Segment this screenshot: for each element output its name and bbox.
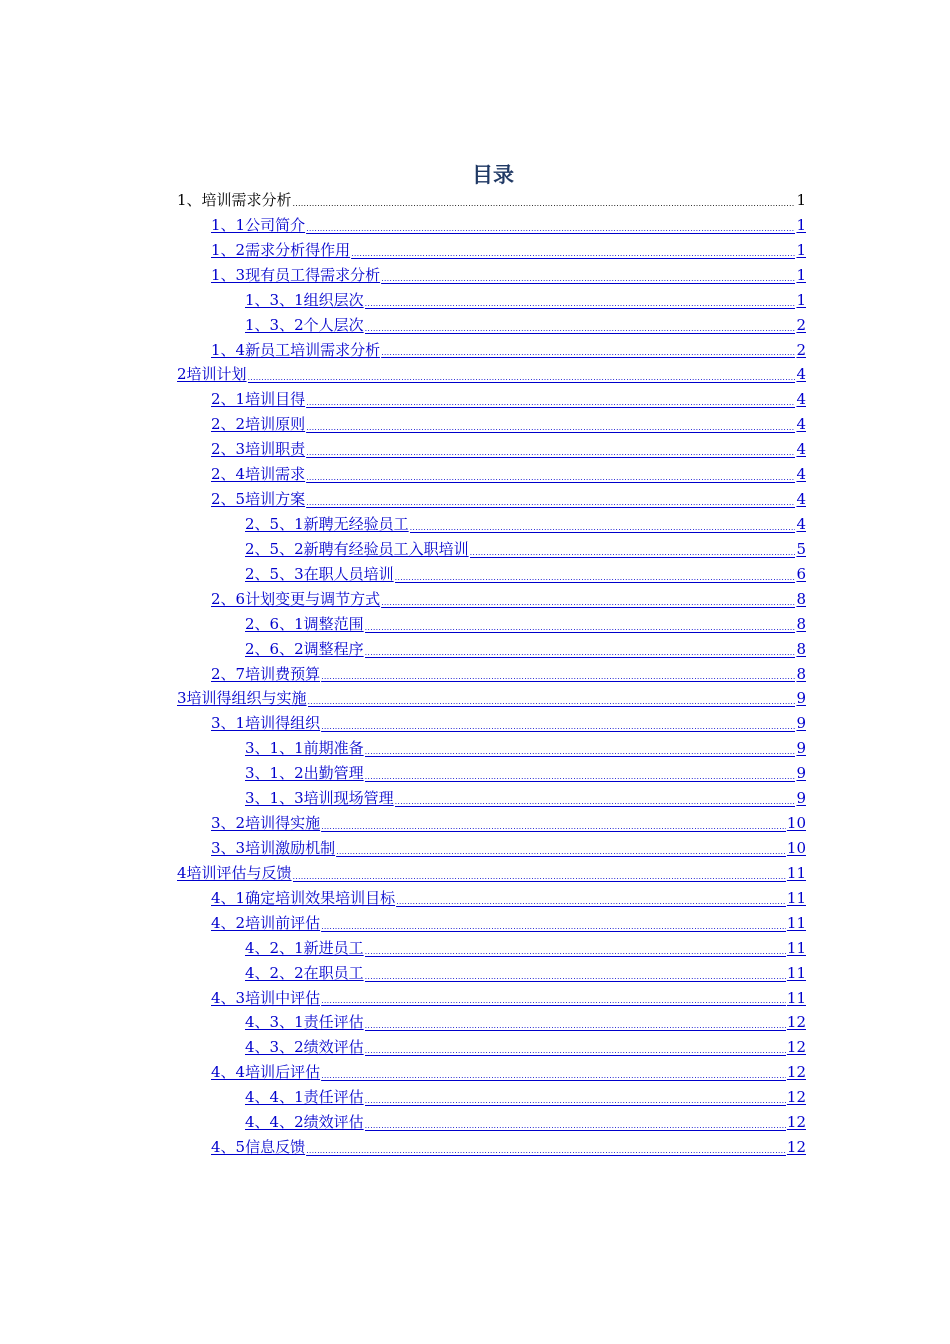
toc-dot-leader bbox=[306, 394, 795, 412]
toc-entry[interactable] bbox=[177, 861, 806, 886]
toc-entry-label: 2培训计划 bbox=[177, 365, 247, 384]
toc-dot-leader bbox=[365, 619, 796, 637]
toc-dot-leader bbox=[365, 1017, 786, 1035]
toc-entry-label: 1、2需求分析得作用 bbox=[211, 240, 351, 259]
toc-dot-leader bbox=[321, 718, 795, 736]
toc-entry-page-number: 8 bbox=[796, 614, 806, 633]
toc-dot-leader bbox=[321, 1067, 786, 1085]
toc-entry-page-number: 1 bbox=[796, 191, 806, 209]
toc-dot-leader bbox=[365, 768, 796, 786]
toc-entry-label: 4、2、2在职员工 bbox=[245, 963, 364, 982]
toc-entry-page-number: 4 bbox=[796, 440, 806, 459]
toc-entry[interactable] bbox=[177, 512, 806, 537]
toc-entry-page-number: 12 bbox=[786, 1013, 806, 1032]
toc-entry[interactable] bbox=[177, 437, 806, 462]
toc-entry[interactable] bbox=[177, 662, 806, 687]
toc-entry-label: 3、2培训得实施 bbox=[211, 814, 321, 833]
toc-entry-page-number: 12 bbox=[786, 1113, 806, 1132]
toc-dot-leader bbox=[396, 893, 786, 911]
toc-entry[interactable] bbox=[177, 936, 806, 961]
toc-entry[interactable] bbox=[177, 836, 806, 861]
toc-entry-label: 1、培训需求分析 bbox=[177, 191, 292, 209]
toc-dot-leader bbox=[381, 344, 795, 362]
toc-entry-label: 2、6计划变更与调节方式 bbox=[211, 589, 381, 608]
toc-entry-page-number: 12 bbox=[786, 1038, 806, 1057]
toc-entry[interactable] bbox=[177, 637, 806, 662]
toc-entry-label: 2、5、3在职人员培训 bbox=[245, 564, 394, 583]
toc-dot-leader bbox=[306, 469, 795, 487]
toc-entry-label: 2、7培训费预算 bbox=[211, 664, 321, 683]
toc-entry[interactable] bbox=[177, 387, 806, 412]
toc-entry-page-number: 8 bbox=[796, 639, 806, 658]
toc-entry-page-number: 1 bbox=[796, 215, 806, 234]
toc-dot-leader bbox=[365, 968, 786, 986]
toc-entry-page-number: 1 bbox=[796, 290, 806, 309]
toc-entry-label: 4、1确定培训效果培训目标 bbox=[211, 888, 396, 907]
toc-dot-leader bbox=[395, 569, 796, 587]
toc-entry-page-number: 1 bbox=[796, 240, 806, 259]
toc-entry-label: 4、2、1新进员工 bbox=[245, 938, 364, 957]
toc-entry[interactable] bbox=[177, 911, 806, 936]
toc-entry-label: 2、5、1新聘无经验员工 bbox=[245, 514, 409, 533]
toc-entry-label: 3培训得组织与实施 bbox=[177, 689, 307, 708]
toc-entry[interactable] bbox=[177, 1085, 806, 1110]
toc-entry[interactable] bbox=[177, 462, 806, 487]
toc-entry-page-number: 11 bbox=[786, 938, 806, 957]
toc-entry-page-number: 9 bbox=[796, 739, 806, 758]
toc-entry[interactable] bbox=[177, 1135, 806, 1160]
toc-entry-label: 3、1、1前期准备 bbox=[245, 739, 364, 758]
toc-entry-page-number: 11 bbox=[786, 888, 806, 907]
toc-entry-label: 3、1、2出勤管理 bbox=[245, 764, 364, 783]
toc-entry[interactable] bbox=[177, 811, 806, 836]
toc-dot-leader bbox=[410, 519, 796, 537]
toc-entry bbox=[177, 188, 806, 213]
toc-entry[interactable] bbox=[177, 487, 806, 512]
toc-entry-page-number: 4 bbox=[796, 365, 806, 384]
toc-entry-page-number: 4 bbox=[796, 514, 806, 533]
toc-entry[interactable] bbox=[177, 761, 806, 786]
toc-entry-label: 2、4培训需求 bbox=[211, 465, 306, 484]
toc-dot-leader bbox=[365, 320, 796, 338]
toc-entry-label: 4培训评估与反馈 bbox=[177, 863, 292, 882]
toc-dot-leader bbox=[308, 693, 796, 711]
toc-dot-leader bbox=[336, 843, 786, 861]
toc-entry-label: 4、4、1责任评估 bbox=[245, 1088, 364, 1107]
toc-dot-leader bbox=[306, 444, 795, 462]
toc-entry-page-number: 8 bbox=[796, 589, 806, 608]
toc-entry[interactable] bbox=[177, 1060, 806, 1085]
toc-entry-label: 2、6、1调整范围 bbox=[245, 614, 364, 633]
toc-entry[interactable] bbox=[177, 288, 806, 313]
toc-entry-label: 4、3、2绩效评估 bbox=[245, 1038, 364, 1057]
toc-dot-leader bbox=[365, 1117, 786, 1135]
toc-entry[interactable] bbox=[177, 537, 806, 562]
toc-entry-label: 4、4培训后评估 bbox=[211, 1063, 321, 1082]
toc-entry[interactable] bbox=[177, 1010, 806, 1035]
toc-dot-leader bbox=[321, 918, 786, 936]
toc-entry[interactable] bbox=[177, 886, 806, 911]
toc-entry-page-number: 6 bbox=[796, 564, 806, 583]
toc-entry-page-number: 4 bbox=[796, 415, 806, 434]
toc-entry-label: 2、6、2调整程序 bbox=[245, 639, 364, 658]
toc-dot-leader bbox=[365, 943, 786, 961]
toc-entry-page-number: 10 bbox=[786, 814, 806, 833]
toc-entry-page-number: 11 bbox=[786, 913, 806, 932]
toc-dot-leader bbox=[381, 270, 795, 288]
toc-entry-page-number: 9 bbox=[796, 764, 806, 783]
toc-entry[interactable] bbox=[177, 736, 806, 761]
toc-entry[interactable] bbox=[177, 1110, 806, 1135]
toc-entry-page-number: 12 bbox=[786, 1138, 806, 1157]
toc-entry-label: 3、1、3培训现场管理 bbox=[245, 789, 394, 808]
toc-entry[interactable] bbox=[177, 986, 806, 1011]
toc-entry-page-number: 9 bbox=[796, 689, 806, 708]
toc-entry-label: 3、3培训激励机制 bbox=[211, 838, 336, 857]
toc-entry-label: 1、1公司简介 bbox=[211, 215, 306, 234]
toc-entry-page-number: 11 bbox=[786, 863, 806, 882]
toc-entry-page-number: 4 bbox=[796, 490, 806, 509]
toc-dot-leader bbox=[365, 295, 796, 313]
toc-entry[interactable] bbox=[177, 961, 806, 986]
toc-dot-leader bbox=[381, 594, 795, 612]
toc-entry-label: 1、4新员工培训需求分析 bbox=[211, 340, 381, 359]
toc-entry-page-number: 12 bbox=[786, 1063, 806, 1082]
toc-dot-leader bbox=[306, 494, 795, 512]
toc-entry-page-number: 5 bbox=[796, 539, 806, 558]
toc-dot-leader bbox=[293, 868, 786, 886]
toc-entry[interactable] bbox=[177, 562, 806, 587]
toc-entry-label: 4、3培训中评估 bbox=[211, 988, 321, 1007]
toc-entry-page-number: 12 bbox=[786, 1088, 806, 1107]
toc-entry-page-number: 11 bbox=[786, 988, 806, 1007]
toc-entry[interactable] bbox=[177, 686, 806, 711]
toc-dot-leader bbox=[306, 1142, 786, 1160]
toc-entry-label: 4、3、1责任评估 bbox=[245, 1013, 364, 1032]
toc-entry[interactable] bbox=[177, 362, 806, 387]
toc-entry-page-number: 4 bbox=[796, 390, 806, 409]
toc-entry-page-number: 2 bbox=[796, 340, 806, 359]
toc-entry-label: 2、1培训目得 bbox=[211, 390, 306, 409]
toc-entry-label: 1、3、2个人层次 bbox=[245, 315, 364, 334]
toc-entry-label: 4、5信息反馈 bbox=[211, 1138, 306, 1157]
toc-dot-leader bbox=[321, 668, 795, 686]
toc-dot-leader bbox=[470, 544, 796, 562]
toc-dot-leader bbox=[365, 644, 796, 662]
toc-entry[interactable] bbox=[177, 1035, 806, 1060]
toc-dot-leader bbox=[395, 793, 796, 811]
toc-entry[interactable] bbox=[177, 412, 806, 437]
toc-entry[interactable] bbox=[177, 587, 806, 612]
toc-entry-page-number: 10 bbox=[786, 838, 806, 857]
toc-dot-leader bbox=[365, 1092, 786, 1110]
toc-dot-leader bbox=[321, 818, 786, 836]
toc-entry-page-number: 4 bbox=[796, 465, 806, 484]
page-title: 目录 bbox=[472, 163, 514, 187]
toc-entry-page-number: 9 bbox=[796, 789, 806, 808]
toc-entry-label: 2、3培训职责 bbox=[211, 440, 306, 459]
toc-entry-label: 2、5、2新聘有经验员工入职培训 bbox=[245, 539, 469, 558]
toc-dot-leader bbox=[321, 992, 786, 1010]
toc-entry[interactable] bbox=[177, 711, 806, 736]
toc-entry-label: 2、5培训方案 bbox=[211, 490, 306, 509]
toc-entry-label: 3、1培训得组织 bbox=[211, 714, 321, 733]
toc-entry-page-number: 8 bbox=[796, 664, 806, 683]
toc-entry-label: 4、4、2绩效评估 bbox=[245, 1113, 364, 1132]
toc-entry-label: 4、2培训前评估 bbox=[211, 913, 321, 932]
toc-entry-page-number: 11 bbox=[786, 963, 806, 982]
toc-dot-leader bbox=[365, 1042, 786, 1060]
toc-dot-leader bbox=[351, 245, 795, 263]
toc-entry[interactable] bbox=[177, 238, 806, 263]
toc-entry[interactable] bbox=[177, 786, 806, 811]
table-of-contents bbox=[177, 188, 806, 1160]
toc-entry[interactable] bbox=[177, 263, 806, 288]
toc-entry-label: 2、2培训原则 bbox=[211, 415, 306, 434]
toc-dot-leader bbox=[248, 369, 796, 387]
toc-entry[interactable] bbox=[177, 338, 806, 363]
toc-dot-leader bbox=[306, 220, 795, 238]
toc-entry-page-number: 1 bbox=[796, 265, 806, 284]
toc-dot-leader bbox=[306, 419, 795, 437]
toc-dot-leader bbox=[365, 743, 796, 761]
toc-entry-page-number: 2 bbox=[796, 315, 806, 334]
toc-entry[interactable] bbox=[177, 612, 806, 637]
toc-entry[interactable] bbox=[177, 213, 806, 238]
toc-entry-page-number: 9 bbox=[796, 714, 806, 733]
toc-entry-label: 1、3现有员工得需求分析 bbox=[211, 265, 381, 284]
toc-entry-label: 1、3、1组织层次 bbox=[245, 290, 364, 309]
toc-entry[interactable] bbox=[177, 313, 806, 338]
toc-dot-leader bbox=[293, 195, 796, 213]
